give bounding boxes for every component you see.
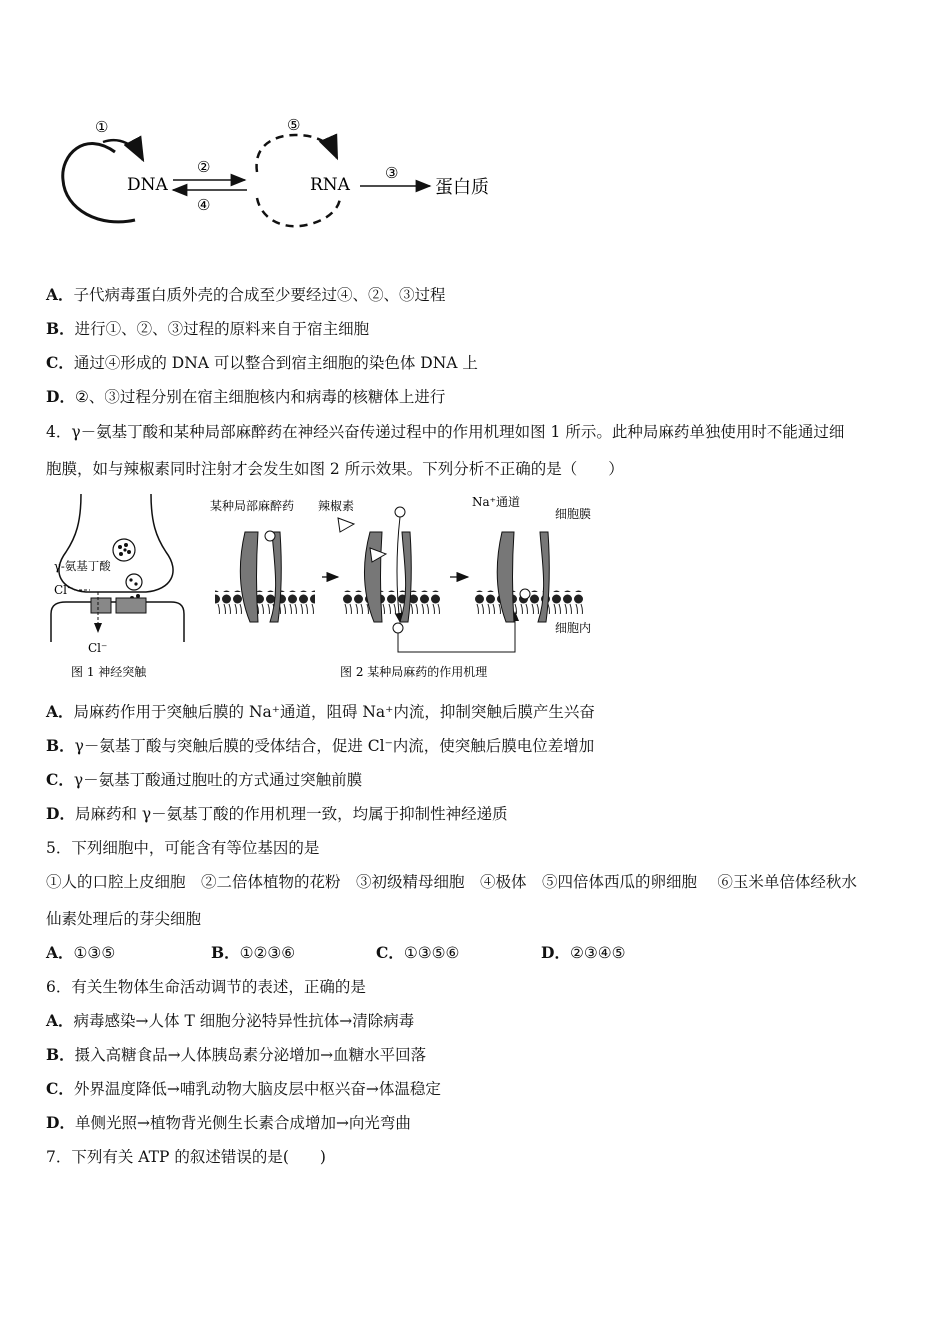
- q5-option-a: [46, 942, 211, 964]
- option-text: ①③⑤⑥: [403, 944, 460, 962]
- option-text: 局麻药作用于突触后膜的 Na⁺通道，阻碍 Na⁺内流，抑制突触后膜产生兴奋: [73, 703, 595, 721]
- q6-option-b: [46, 1044, 426, 1066]
- option-letter: A．: [46, 1011, 74, 1030]
- inside-cell-label: 细胞内: [555, 621, 592, 635]
- q6-option-c: [46, 1078, 441, 1100]
- q5-option-c: [376, 942, 541, 964]
- option-text: 进行①、②、③过程的原料来自于宿主细胞: [74, 320, 370, 338]
- label-5: ⑤: [287, 116, 301, 134]
- option-text: 摄入高糖食品→人体胰岛素分泌增加→血糖水平回落: [74, 1046, 427, 1064]
- q4-stem-line2: 胞膜，如与辣椒素同时注射才会发生如图 2 所示效果。下列分析不正确的是（ ）: [46, 460, 624, 478]
- q4-option-a: [46, 701, 595, 723]
- q5-option-d: [541, 942, 626, 964]
- option-letter: A．: [46, 943, 74, 962]
- option-text: ②③④⑤: [569, 944, 626, 962]
- option-letter: B．: [46, 736, 75, 755]
- option-letter: D．: [46, 1113, 75, 1132]
- capsaicin-label: 辣椒素: [318, 499, 355, 513]
- cl-label-bottom: Cl⁻: [88, 641, 108, 655]
- label-4: ④: [197, 196, 211, 214]
- option-text: γ－氨基丁酸与突触后膜的受体结合，促进 Cl⁻内流，使突触后膜电位差增加: [74, 737, 595, 755]
- option-text: 子代病毒蛋白质外壳的合成至少要经过④、②、③过程: [73, 286, 446, 304]
- protein-label: 蛋白质: [435, 177, 489, 198]
- option-letter: B．: [211, 943, 240, 962]
- label-3: ③: [385, 164, 399, 182]
- q4-option-c: [46, 769, 362, 791]
- replication-loop-arrow: [63, 144, 135, 222]
- option-letter: C．: [46, 1079, 74, 1098]
- option-text: ①②③⑥: [239, 944, 296, 962]
- anesthetic-label: 某种局部麻醉药: [210, 499, 295, 513]
- rna-replication-loop-arrow: [257, 135, 337, 172]
- anesthetic-mechanism-figure: [210, 492, 620, 684]
- q6-option-d: [46, 1112, 411, 1134]
- option-text: 局麻药和 γ－氨基丁酸的作用机理一致，均属于抑制性神经递质: [74, 805, 508, 823]
- q3-option-c: [46, 352, 478, 374]
- option-text: 外界温度降低→哺乳动物大脑皮层中枢兴奋→体温稳定: [73, 1080, 441, 1098]
- option-letter: D．: [541, 943, 570, 962]
- option-letter: C．: [376, 943, 404, 962]
- option-letter: C．: [46, 353, 74, 372]
- cl-label-top: Cl⁻: [54, 583, 74, 597]
- label-1: ①: [95, 118, 109, 136]
- option-text: ②、③过程分别在宿主细胞核内和病毒的核糖体上进行: [74, 388, 446, 406]
- option-letter: A．: [46, 702, 74, 721]
- option-letter: A．: [46, 285, 74, 304]
- q7-stem: 7．下列有关 ATP 的叙述错误的是( ): [46, 1148, 326, 1166]
- option-letter: D．: [46, 387, 75, 406]
- label-2: ②: [197, 158, 211, 176]
- central-dogma-diagram: [55, 110, 515, 235]
- option-letter: B．: [46, 1045, 75, 1064]
- q4-option-d: [46, 803, 508, 825]
- q4-option-b: [46, 735, 594, 757]
- fig1-caption: 图 1 神经突触: [71, 665, 147, 679]
- membrane-label: 细胞膜: [555, 507, 592, 521]
- q5-option-b: [211, 942, 376, 964]
- q4-stem-line1: 4．γ－氨基丁酸和某种局部麻醉药在神经兴奋传递过程中的作用机理如图 1 所示。此种局麻药单独使用时不能通过细: [46, 423, 845, 441]
- q5-list-line2: 仙素处理后的芽尖细胞: [46, 910, 202, 928]
- q5-options: [46, 942, 626, 964]
- na-channel-label: Na⁺通道: [472, 495, 520, 509]
- option-text: ①③⑤: [73, 944, 116, 962]
- option-text: γ－氨基丁酸通过胞吐的方式通过突触前膜: [73, 771, 363, 789]
- q5-stem: 5．下列细胞中，可能含有等位基因的是: [46, 839, 320, 857]
- q3-option-d: [46, 386, 445, 408]
- option-text: 通过④形成的 DNA 可以整合到宿主细胞的染色体 DNA 上: [73, 354, 478, 372]
- q3-option-b: [46, 318, 369, 340]
- synapse-figure: [46, 492, 191, 684]
- option-letter: B．: [46, 319, 75, 338]
- fig2-caption: 图 2 某种局麻药的作用机理: [340, 665, 488, 679]
- gaba-label: γ-氨基丁酸: [54, 559, 111, 573]
- q6-stem: 6．有关生物体生命活动调节的表述，正确的是: [46, 978, 366, 996]
- option-letter: D．: [46, 804, 75, 823]
- rna-label: RNA: [310, 175, 350, 195]
- option-text: 单侧光照→植物背光侧生长素合成增加→向光弯曲: [74, 1114, 411, 1132]
- q5-list-line1: ①人的口腔上皮细胞 ②二倍体植物的花粉 ③初级精母细胞 ④极体 ⑤四倍体西瓜的卵细胞 ⑥玉米单倍体经秋水: [46, 873, 857, 891]
- option-letter: C．: [46, 770, 74, 789]
- dna-label: DNA: [127, 175, 168, 195]
- option-text: 病毒感染→人体 T 细胞分泌特异性抗体→清除病毒: [73, 1012, 415, 1030]
- q6-option-a: [46, 1010, 414, 1032]
- q3-option-a: [46, 284, 446, 306]
